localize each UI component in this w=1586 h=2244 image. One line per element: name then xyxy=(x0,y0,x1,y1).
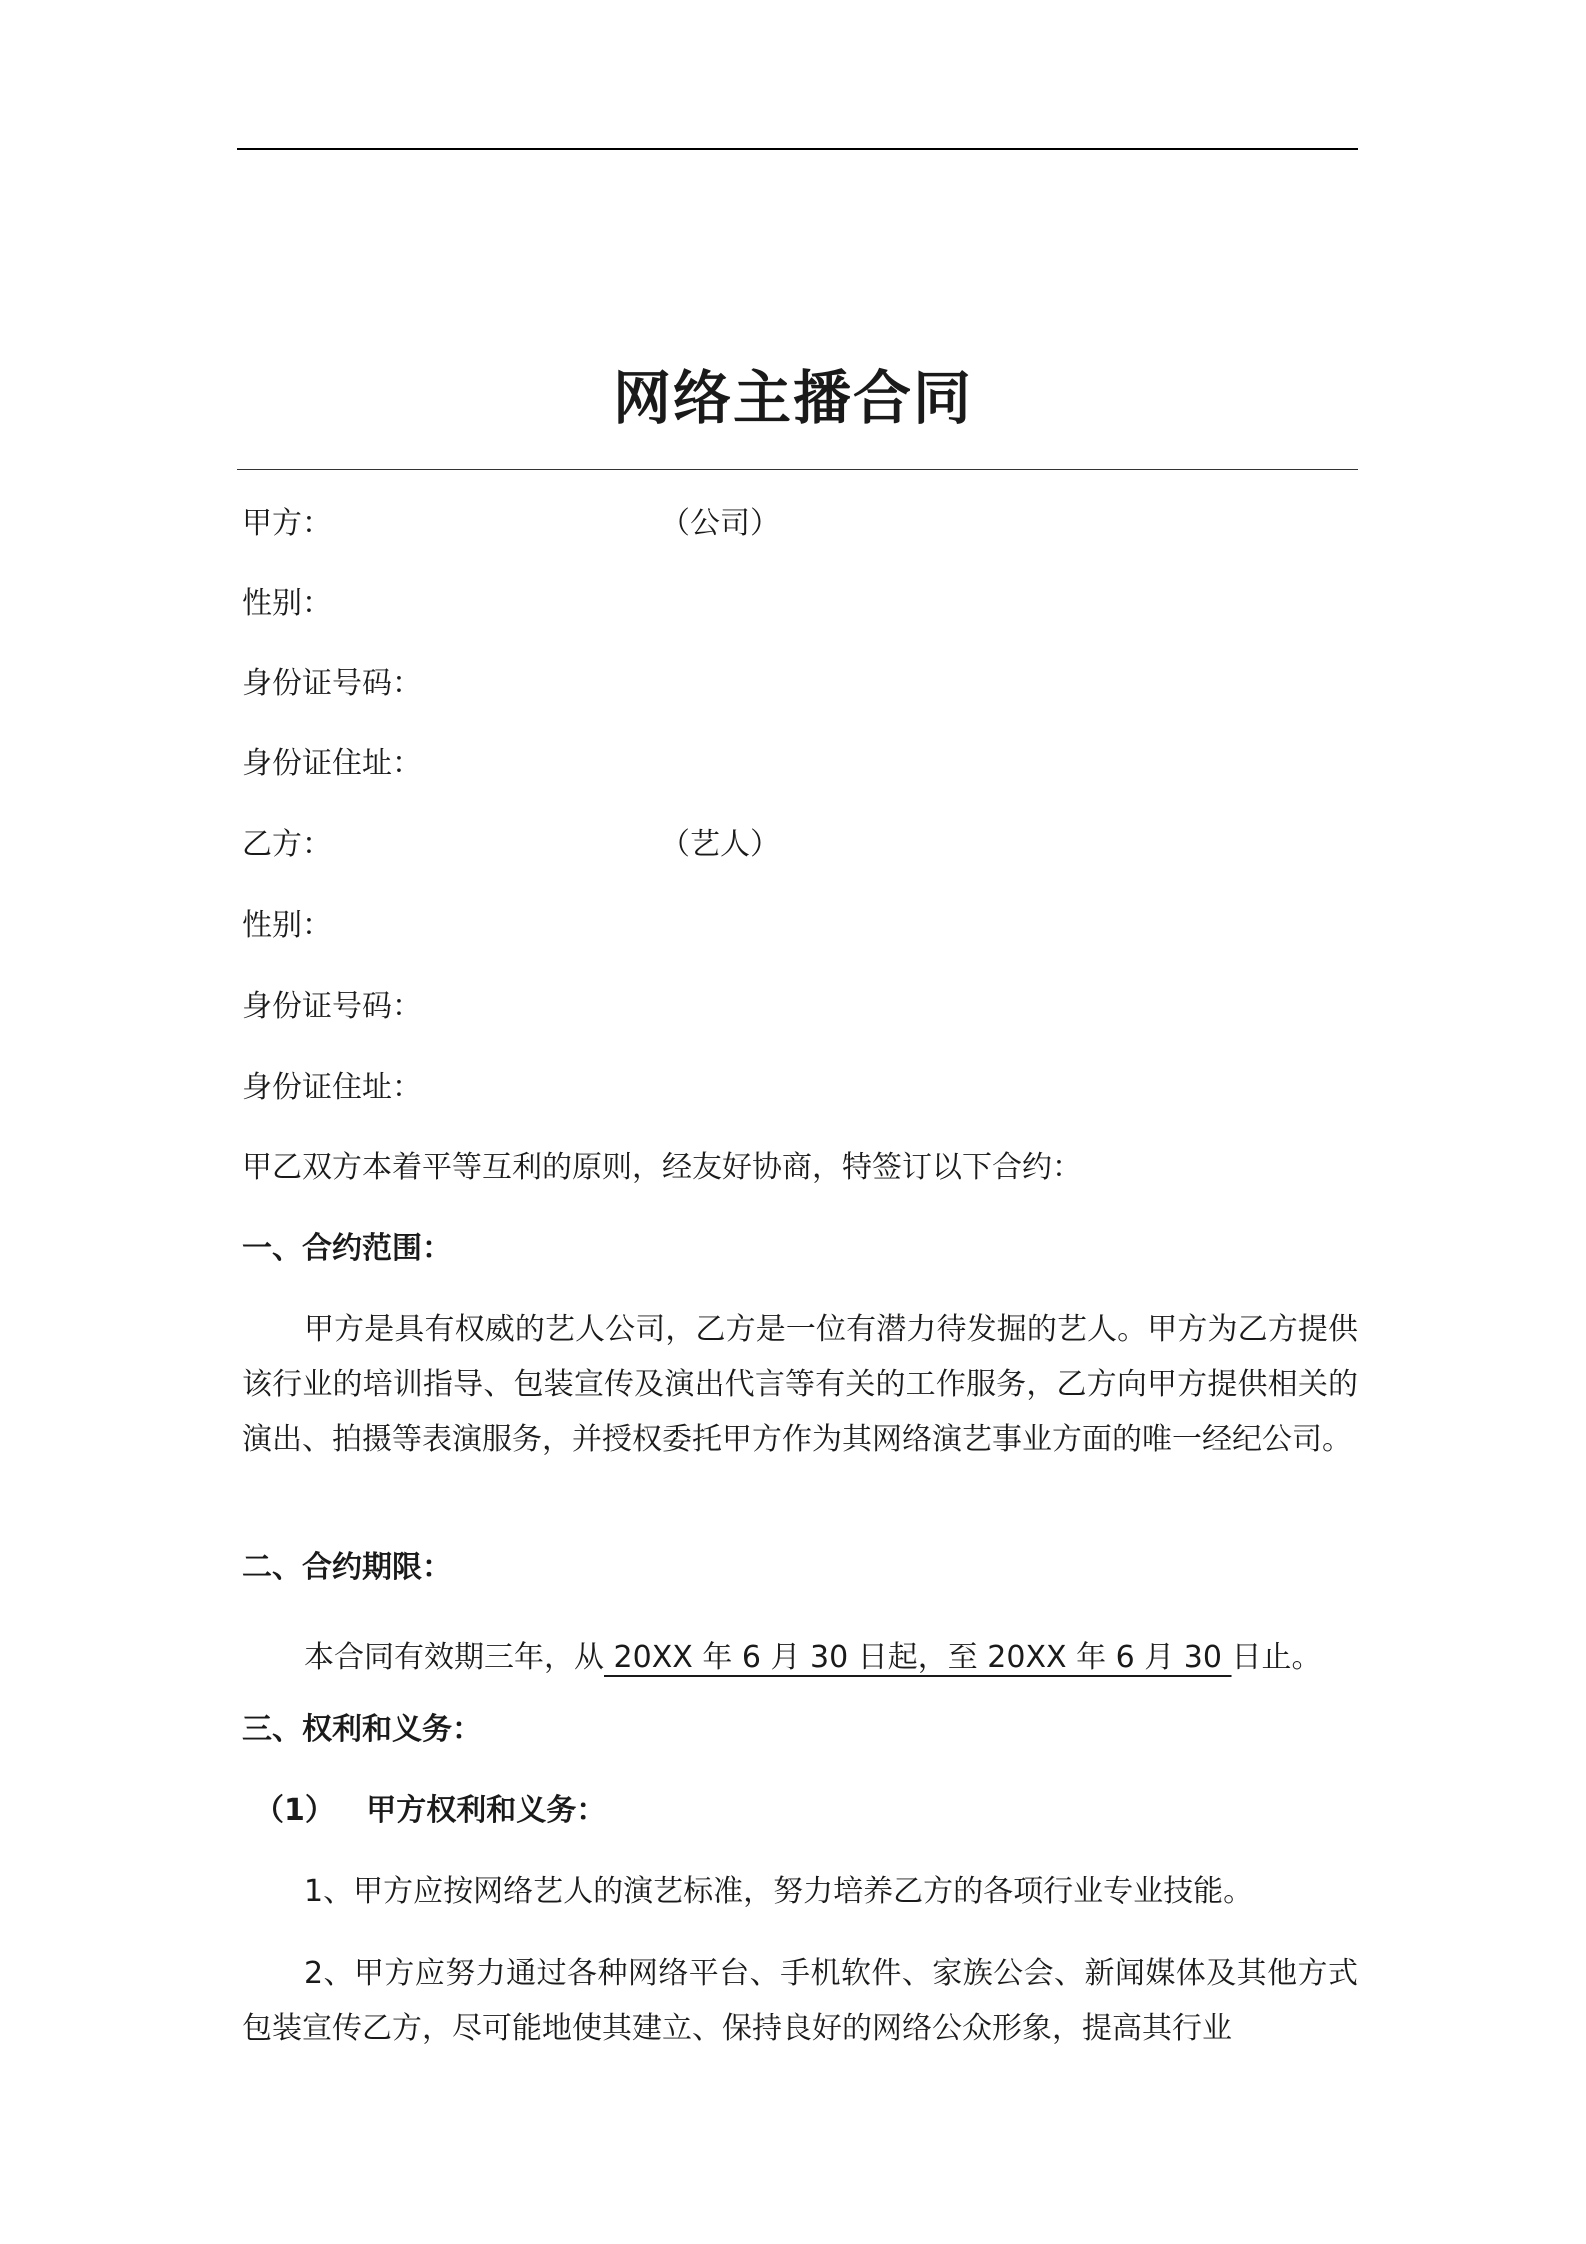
party-b-label: 乙方： xyxy=(242,827,332,862)
party-b-hint: （艺人） xyxy=(660,827,780,862)
section1-heading: 一、合约范围： xyxy=(242,1231,452,1266)
party-a-id-address-label: 身份证住址： xyxy=(242,746,422,781)
party-a-row xyxy=(242,502,780,546)
header-rule xyxy=(237,148,1358,150)
section3-subheading: （1） 甲方权利和义务： xyxy=(254,1793,607,1828)
party-a-gender-label: 性别： xyxy=(242,586,332,621)
section1-body: 甲方是具有权威的艺人公司，乙方是一位有潜力待发掘的艺人。甲方为乙方提供该行业的培训指导、包装宣传及演出代言等有关的工作服务，乙方向甲方提供相关的演出、拍摄等表演服务，并授权委托甲方作为其网络演艺事业方面的唯一经纪公司。 xyxy=(242,1312,1358,1457)
preamble: 甲乙双方本着平等互利的原则，经友好协商，特签订以下合约： xyxy=(242,1150,1082,1185)
term-prefix: 本合同有效期三年，从 xyxy=(304,1640,604,1675)
term-suffix: 日止。 xyxy=(1231,1640,1322,1675)
party-b-row xyxy=(242,823,780,867)
document-title: 网络主播合同 xyxy=(612,364,973,432)
section2-body xyxy=(304,1636,1322,1680)
title-rule xyxy=(237,469,1358,470)
party-b-id-address-label: 身份证住址： xyxy=(242,1070,422,1105)
section3-item2: 2、甲方应努力通过各种网络平台、手机软件、家族公会、新闻媒体及其他方式包装宣传乙方，尽可能地使其建立、保持良好的网络公众形象，提高其行业 xyxy=(242,1956,1358,2046)
party-a-hint: （公司） xyxy=(660,506,780,541)
party-b-id-number-label: 身份证号码： xyxy=(242,989,422,1024)
term-dates: 20XX 年 6 月 30 日起，至 20XX 年 6 月 30 xyxy=(604,1640,1232,1675)
section3-item1: 1、甲方应按网络艺人的演艺标准，努力培养乙方的各项行业专业技能。 xyxy=(304,1874,1254,1909)
party-a-id-number-label: 身份证号码： xyxy=(242,666,422,701)
section2-heading: 二、合约期限： xyxy=(242,1550,452,1585)
party-a-label: 甲方： xyxy=(242,506,332,541)
section3-heading: 三、权利和义务： xyxy=(242,1712,482,1747)
party-b-gender-label: 性别： xyxy=(242,908,332,943)
